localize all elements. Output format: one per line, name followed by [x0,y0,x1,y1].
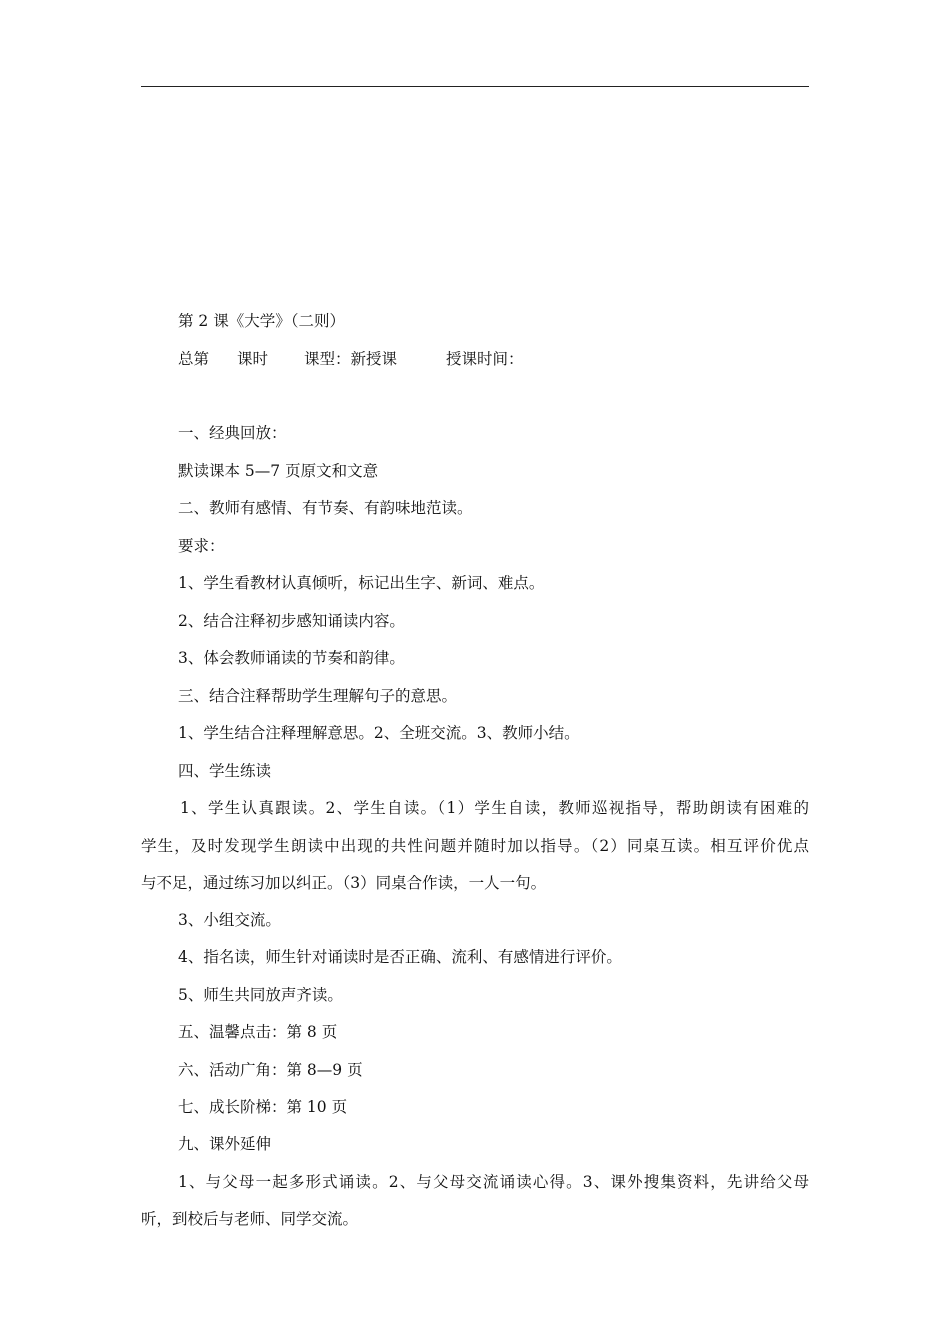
section-4-item-4: 4、指名读，师生针对诵读时是否正确、流利、有感情进行评价。 [178,948,622,966]
meta-time: 授课时间： [446,350,524,368]
meta-total: 总第 [178,350,210,368]
section-2-item-2: 2、结合注释初步感知诵读内容。 [178,612,405,630]
section-4-paragraph-line-3: 与不足，通过练习加以纠正。（3）同桌合作读，一人一句。 [141,874,547,892]
section-4-item-3: 3、小组交流。 [178,911,281,929]
section-2-item-3: 3、体会教师诵读的节奏和韵律。 [178,649,405,667]
section-4-item-5: 5、师生共同放声齐读。 [178,986,343,1004]
meta-type: 课型：新授课 [304,350,398,368]
section-2-requirements-label: 要求： [178,537,225,555]
section-7: 七、成长阶梯：第 10 页 [178,1098,348,1116]
section-3-text: 1、学生结合注释理解意思。2、全班交流。3、教师小结。 [178,724,580,742]
section-9-heading: 九、课外延伸 [178,1135,272,1153]
section-4-paragraph-line-2: 学生，及时发现学生朗读中出现的共性问题并随时加以指导。（2）同桌互读。相互评价优点 [141,837,809,855]
section-1-text: 默读课本 5—7 页原文和文意 [178,462,379,480]
section-2-heading: 二、教师有感情、有节奏、有韵味地范读。 [178,499,473,517]
section-9-paragraph-line-1: 1、与父母一起多形式诵读。2、与父母交流诵读心得。3、课外搜集资料，先讲给父母 [178,1173,809,1191]
section-1-heading: 一、经典回放： [178,424,287,442]
lesson-meta [141,349,846,369]
section-2-item-1: 1、学生看教材认真倾听，标记出生字、新词、难点。 [178,574,545,592]
header-rule [141,86,809,87]
meta-period: 课时 [237,350,269,368]
section-9-paragraph-line-2: 听，到校后与老师、同学交流。 [141,1210,359,1228]
section-5: 五、温馨点击：第 8 页 [178,1023,338,1041]
section-4-paragraph-line-1: 1、学生认真跟读。2、学生自读。（1）学生自读，教师巡视指导，帮助朗读有困难的 [180,799,809,817]
section-4-heading: 四、学生练读 [178,762,272,780]
lesson-title: 第 2 课《大学》（二则） [178,312,345,330]
section-3-heading: 三、结合注释帮助学生理解句子的意思。 [178,687,458,705]
section-6: 六、活动广角：第 8—9 页 [178,1061,363,1079]
